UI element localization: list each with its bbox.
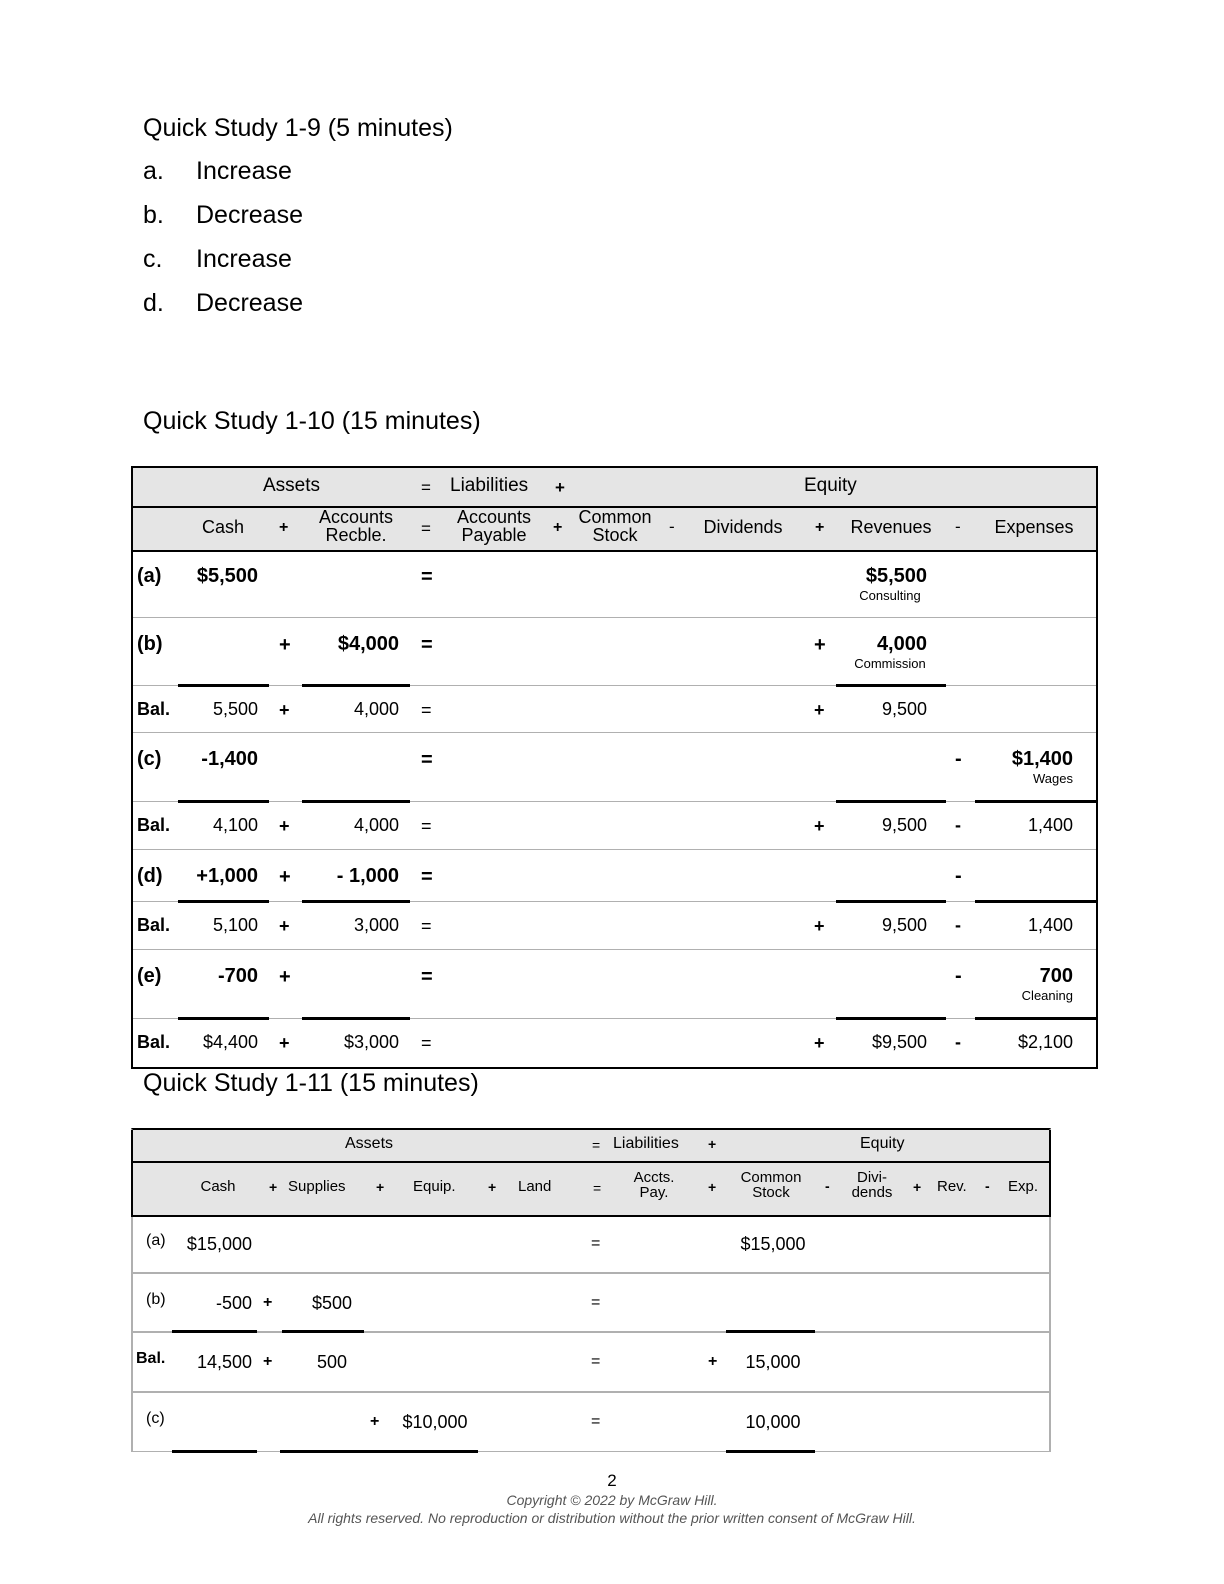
qs10-minus-sign: - bbox=[955, 965, 962, 987]
qs9-item-a bbox=[143, 154, 292, 188]
qs11-col-ap-line2: Pay. bbox=[639, 1184, 669, 1201]
qs10-sum-underline bbox=[836, 684, 946, 687]
qs11-common-stock-value: $15,000 bbox=[740, 1234, 806, 1254]
qs10-col-minus: - bbox=[955, 517, 961, 536]
qs11-plus-sign: + bbox=[263, 1353, 273, 1370]
qs9-item-text: Increase bbox=[196, 157, 292, 185]
qs11-equals-sign: = bbox=[591, 1413, 601, 1430]
qs11-col-div-line1: Divi- bbox=[857, 1169, 887, 1186]
qs10-revenue-value: 4,000 bbox=[876, 633, 927, 655]
qs10-cash-value: 4,100 bbox=[212, 815, 258, 835]
qs9-item-letter: c. bbox=[143, 245, 163, 273]
qs10-sum-underline bbox=[302, 800, 410, 803]
qs11-col-div-line2: dends bbox=[851, 1184, 893, 1201]
qs11-col-cs-line2: Stock bbox=[752, 1184, 790, 1201]
qs10-row-label: (e) bbox=[137, 965, 162, 987]
qs11-group-liabilities: Liabilities bbox=[613, 1135, 679, 1152]
qs10-equals-sign: = bbox=[421, 966, 433, 988]
qs10-cash-value: -1,400 bbox=[201, 748, 258, 770]
qs10-col-revenues: Revenues bbox=[850, 517, 932, 537]
qs11-col-plus: + bbox=[708, 1179, 717, 1195]
qs11-sum-underline bbox=[726, 1450, 815, 1453]
qs11-row-label: (b) bbox=[146, 1291, 166, 1308]
qs10-group-equity: Equity bbox=[804, 475, 857, 496]
qs10-group-assets: Assets bbox=[263, 475, 321, 496]
qs10-expense-value: $1,400 bbox=[1011, 748, 1073, 770]
qs11-supplies-value: $500 bbox=[311, 1293, 353, 1313]
footer-copyright: Copyright © 2022 by McGraw Hill. bbox=[506, 1492, 718, 1508]
qs11-equals-sign: = bbox=[591, 1294, 601, 1311]
qs10-equals-sign: = bbox=[421, 1033, 432, 1053]
qs11-equals-sign: = bbox=[591, 1353, 601, 1370]
qs10-revenue-value: $5,500 bbox=[865, 565, 927, 587]
qs11-col-ap-line1: Accts. bbox=[633, 1169, 675, 1186]
qs10-equals-sign: = bbox=[421, 916, 432, 936]
qs10-ar-value: 4,000 bbox=[353, 815, 399, 835]
footer-rights: All rights reserved. No reproduction or distribution without the prior written consent of McGraw Hill. bbox=[308, 1510, 916, 1526]
qs10-col-ar-line1: Accounts bbox=[318, 507, 394, 527]
qs10-row-label: Bal. bbox=[137, 1032, 171, 1052]
qs10-col-cs-line2: Stock bbox=[592, 525, 638, 545]
qs10-row-label: Bal. bbox=[137, 699, 171, 719]
qs11-sum-underline bbox=[172, 1450, 257, 1453]
qs10-minus-sign: - bbox=[955, 815, 961, 835]
qs11-title: Quick Study 1-11 (15 minutes) bbox=[143, 1069, 479, 1097]
qs11-row-label: (a) bbox=[146, 1232, 166, 1249]
qs11-cash-value: $15,000 bbox=[186, 1234, 252, 1254]
qs10-plus-sign: + bbox=[279, 916, 290, 936]
qs10-plus-sign: + bbox=[814, 634, 826, 656]
qs10-minus-sign: - bbox=[955, 915, 961, 935]
qs10-revenue-value: $9,500 bbox=[871, 1032, 927, 1052]
qs11-row-divider bbox=[133, 1272, 1049, 1274]
qs9-item-text: Decrease bbox=[196, 201, 303, 229]
qs10-revenue-value: 9,500 bbox=[881, 699, 927, 719]
qs11-col-rev: Rev. bbox=[937, 1178, 967, 1195]
qs10-col-ap-line1: Accounts bbox=[456, 507, 532, 527]
qs10-col-plus: + bbox=[815, 519, 825, 536]
qs10-equals-sign: = bbox=[421, 566, 433, 588]
qs10-equals-sign: = bbox=[421, 749, 433, 771]
qs10-title: Quick Study 1-10 (15 minutes) bbox=[143, 407, 481, 435]
qs11-col-equip: Equip. bbox=[413, 1178, 456, 1195]
qs10-ar-value: 3,000 bbox=[353, 915, 399, 935]
qs10-revenue-value: 9,500 bbox=[881, 915, 927, 935]
qs11-col-plus: + bbox=[376, 1179, 385, 1195]
qs10-cash-value: $5,500 bbox=[196, 565, 258, 587]
qs10-col-accounts-recble bbox=[300, 508, 412, 544]
qs11-row-divider bbox=[133, 1391, 1049, 1393]
qs11-col-plus: + bbox=[269, 1179, 278, 1195]
qs10-row-label: (b) bbox=[137, 633, 163, 655]
qs11-col-plus: + bbox=[488, 1179, 497, 1195]
qs11-supplies-value: 500 bbox=[316, 1352, 348, 1372]
qs10-sum-underline bbox=[178, 684, 269, 687]
qs10-sum-underline bbox=[302, 684, 410, 687]
qs11-col-dividends bbox=[843, 1170, 901, 1200]
qs10-col-ap-line2: Payable bbox=[461, 525, 527, 545]
qs11-group-equity: Equity bbox=[860, 1135, 905, 1152]
qs10-cash-value: +1,000 bbox=[196, 865, 258, 887]
qs11-sum-underline bbox=[726, 1330, 815, 1333]
qs9-item-d bbox=[143, 286, 303, 320]
qs10-plus-sign: + bbox=[279, 1033, 290, 1053]
qs11-sum-underline bbox=[282, 1330, 364, 1333]
qs10-equals-sign: = bbox=[421, 866, 433, 888]
qs10-col-accounts-payable bbox=[442, 508, 546, 544]
qs10-sum-underline bbox=[975, 800, 1096, 803]
qs10-row-divider bbox=[133, 685, 1096, 686]
qs10-row-label: (a) bbox=[137, 565, 162, 587]
qs10-ar-value: 4,000 bbox=[353, 699, 399, 719]
qs9-item-letter: a. bbox=[143, 157, 164, 185]
qs10-sum-underline bbox=[302, 900, 410, 903]
qs10-cash-value: $4,400 bbox=[202, 1032, 258, 1052]
qs10-group-liabilities: Liabilities bbox=[450, 475, 529, 496]
qs9-item-text: Decrease bbox=[196, 289, 303, 317]
qs11-equals-sign: = bbox=[591, 1235, 601, 1252]
qs10-expense-value: 1,400 bbox=[1027, 815, 1073, 835]
qs10-revenue-note: Consulting bbox=[859, 588, 921, 603]
qs11-col-supplies: Supplies bbox=[288, 1178, 346, 1195]
qs10-revenue-note: Commission bbox=[854, 656, 926, 671]
qs10-row-label: (c) bbox=[137, 748, 162, 770]
qs11-group-assets: Assets bbox=[345, 1135, 394, 1152]
qs11-sum-underline bbox=[280, 1450, 478, 1453]
qs11-plus-sign: + bbox=[263, 1294, 273, 1311]
qs11-plus-sign: + bbox=[370, 1413, 380, 1430]
qs11-row-label: (c) bbox=[146, 1410, 165, 1427]
qs11-cash-value: 14,500 bbox=[196, 1352, 252, 1372]
qs11-group-header bbox=[131, 1130, 1051, 1163]
qs10-sum-underline bbox=[975, 1017, 1096, 1020]
qs10-row-divider bbox=[133, 801, 1096, 802]
qs10-minus-sign: - bbox=[955, 1032, 961, 1052]
qs10-row-divider bbox=[133, 1018, 1096, 1019]
qs11-cash-value: -500 bbox=[215, 1293, 252, 1313]
qs11-row-label: Bal. bbox=[136, 1350, 166, 1367]
qs9-title: Quick Study 1-9 (5 minutes) bbox=[143, 114, 453, 142]
qs10-row-divider bbox=[133, 849, 1096, 850]
qs11-col-cash: Cash bbox=[200, 1178, 236, 1195]
qs10-col-plus: + bbox=[553, 519, 563, 536]
qs10-col-common-stock bbox=[566, 508, 664, 544]
qs10-expense-value: 700 bbox=[1039, 965, 1073, 987]
qs10-plus-sign: + bbox=[279, 966, 291, 988]
qs11-col-minus: - bbox=[825, 1178, 830, 1194]
qs10-equals-sign: = bbox=[421, 634, 433, 656]
qs10-col-dividends: Dividends bbox=[703, 517, 783, 537]
qs10-group-plus: + bbox=[555, 478, 565, 497]
qs10-col-equals: = bbox=[421, 519, 431, 538]
qs11-col-common-stock bbox=[732, 1170, 810, 1200]
qs10-equals-sign: = bbox=[421, 700, 432, 720]
qs11-col-land: Land bbox=[518, 1178, 552, 1195]
qs10-sum-underline bbox=[302, 1017, 410, 1020]
qs11-col-plus: + bbox=[913, 1179, 922, 1195]
qs10-equals-sign: = bbox=[421, 816, 432, 836]
qs10-expense-note: Wages bbox=[1033, 771, 1073, 786]
qs10-plus-sign: + bbox=[279, 866, 291, 888]
qs10-col-minus: - bbox=[669, 517, 675, 536]
qs10-sum-underline bbox=[178, 900, 269, 903]
qs9-item-letter: d. bbox=[143, 289, 164, 317]
qs11-col-minus: - bbox=[985, 1178, 990, 1194]
qs10-expense-value: $2,100 bbox=[1017, 1032, 1073, 1052]
qs11-group-equals: = bbox=[592, 1137, 601, 1153]
qs11-col-accts-pay bbox=[620, 1170, 688, 1200]
qs11-group-plus: + bbox=[708, 1136, 717, 1152]
qs10-ar-value: $4,000 bbox=[337, 633, 399, 655]
qs11-col-equals: = bbox=[593, 1180, 602, 1196]
qs10-plus-sign: + bbox=[279, 634, 291, 656]
qs10-sum-underline bbox=[836, 900, 946, 903]
qs11-col-cs-line1: Common bbox=[740, 1169, 802, 1186]
qs9-item-b bbox=[143, 198, 303, 232]
qs10-plus-sign: + bbox=[814, 916, 825, 936]
qs10-row-divider bbox=[133, 732, 1096, 733]
qs10-sum-underline bbox=[836, 800, 946, 803]
qs9-item-text: Increase bbox=[196, 245, 292, 273]
page-number: 2 bbox=[607, 1471, 617, 1490]
qs9-item-letter: b. bbox=[143, 201, 164, 229]
qs10-row-divider bbox=[133, 949, 1096, 950]
qs10-col-cash: Cash bbox=[201, 517, 245, 537]
qs10-row-label: (d) bbox=[137, 865, 163, 887]
qs10-sum-underline bbox=[178, 1017, 269, 1020]
qs10-cash-value: -700 bbox=[217, 965, 258, 987]
qs11-col-exp: Exp. bbox=[1008, 1178, 1039, 1195]
qs10-revenue-value: 9,500 bbox=[881, 815, 927, 835]
qs11-equation-table bbox=[131, 1128, 1051, 1452]
qs10-plus-sign: + bbox=[279, 700, 290, 720]
qs10-row-label: Bal. bbox=[137, 815, 171, 835]
qs10-plus-sign: + bbox=[814, 700, 825, 720]
qs10-plus-sign: + bbox=[814, 1033, 825, 1053]
qs11-common-stock-value: 10,000 bbox=[745, 1412, 801, 1432]
qs10-plus-sign: + bbox=[279, 816, 290, 836]
qs10-sum-underline bbox=[975, 900, 1096, 903]
qs10-cash-value: 5,100 bbox=[212, 915, 258, 935]
qs10-expense-note: Cleaning bbox=[1021, 988, 1073, 1003]
qs10-ar-value: $3,000 bbox=[343, 1032, 399, 1052]
qs10-row-label: Bal. bbox=[137, 915, 171, 935]
qs11-row-divider bbox=[133, 1331, 1049, 1333]
qs10-col-plus: + bbox=[279, 519, 289, 536]
qs10-sum-underline bbox=[836, 1017, 946, 1020]
qs10-col-cs-line1: Common bbox=[578, 507, 652, 527]
qs10-expense-value: 1,400 bbox=[1027, 915, 1073, 935]
qs10-col-expenses: Expenses bbox=[994, 517, 1074, 537]
qs11-equip-value: $10,000 bbox=[402, 1412, 468, 1432]
qs11-plus-sign: + bbox=[708, 1353, 718, 1370]
qs9-item-c bbox=[143, 242, 292, 276]
qs10-row-divider bbox=[133, 617, 1096, 618]
qs10-row-divider bbox=[133, 901, 1096, 902]
qs10-group-equals: = bbox=[421, 478, 431, 497]
qs10-equation-table bbox=[131, 466, 1098, 1069]
qs10-minus-sign: - bbox=[955, 865, 962, 887]
qs10-plus-sign: + bbox=[814, 816, 825, 836]
qs10-ar-value: - 1,000 bbox=[336, 865, 399, 887]
qs10-sum-underline bbox=[178, 800, 269, 803]
qs10-col-ar-line2: Recble. bbox=[325, 525, 387, 545]
qs10-minus-sign: - bbox=[955, 748, 962, 770]
qs10-cash-value: 5,500 bbox=[212, 699, 258, 719]
qs11-sum-underline bbox=[172, 1330, 257, 1333]
qs11-common-stock-value: 15,000 bbox=[745, 1352, 801, 1372]
